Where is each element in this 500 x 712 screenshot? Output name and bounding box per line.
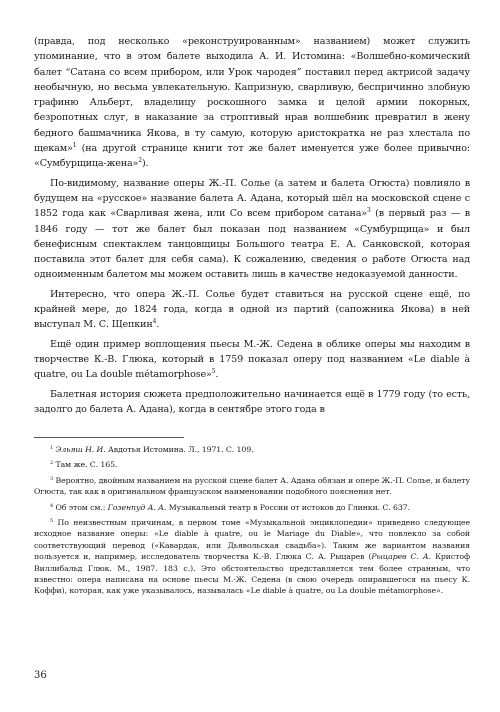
footnote-ref-1[interactable]: 1 [72,142,77,150]
footnote-ref-5[interactable]: 5 [211,368,216,376]
footnote-author: Гозенпуд А. А. [107,502,167,512]
footnote-4: $^4$ Об этом см.: Гозенпуд А. А. Музыкальный театр в России от истоков до Глинки. С. 637. [50,502,411,512]
footnote-3: $^3$ Вероятно, двойным названием на русской сцене балет А. Адана обязан и опере Ж.-П. Солье, и балету Огюста, так как в оригинальном французском наименовании подобного пояснения нет. [34,475,470,497]
paragraph-2: По-видимому, название оперы Ж.-П. Солье (а затем и балета Огюста) повлияло в будущем на «русское» название балета А. Адана, который шёл на московской сцене с 1852 года как «Сварливая жена, или Со всем прибором сатана»$^3$ (в первый раз — в 1846 году — тот же балет был показан под названием «Сумбурщица» и был бенефисным спектаклем танцовщицы Большого театра Е. А. Санковской, которая поставила этот балет для себя сама). К сожалению, сведения о работе Огюста над одноименным балетом мы можем оставить лишь в качестве недоказуемой данности. [34,177,470,281]
footnote-divider [34,437,184,438]
footnote-number: 2 [50,460,54,467]
page-number: 36 [34,670,47,681]
paragraph-1: (правда, под несколько «реконструированным» названием) может служить упоминание, что в этом балете выходила А. И. Истомина: «Волшебно-комический балет “Сатана со всем прибором, или Урок чародея” поставил перед актрисой задачу необычную, но весьма увлекательную. Капризную, сварливую, беспричинно злобную графиню Альберт, владелицу роскошного замка и целой армии покорных, безропотных слуг, в наказание за строптивый нрав волшебник превратил в жену бедного башмачника Якова, в ту самую, которую аристократка не раз хлестала по щекам»$^1$ (на другой странице книги тот же балет именуется уже более привычно: «Сумбурщица-жена»$^2$). [34,36,470,170]
footnote-5: $^5$ По неизвестным причинам, в первом томе «Музыкальной энциклопедии» приведено следующее исходное название оперы: «Le diable à quatre, ou le Mariage du Diable», что повлекло за собой соответствующий перевод («Кавардак, или Дьявольская свадьба»). Таким же вариантом названия пользуется и, например, исследователь творчества К.-В. Глюка С. А. Рыцарев (Рыцарев С. А. Кристоф Виллибальд Глюк. М., 1987. 183 с.). Это обстоятельство представляется тем более странным, что известно: опера написана на основе пьесы М.-Ж. Седена (в свою очередь опиравшегося на пьесу К. Коффи), которая, как уже указывалось, называлась «Le diable à quatre, ou La double métamorphose». [34,518,470,596]
footnote-author: Рыцарев С. А. [371,552,431,562]
footnote-number: 4 [50,502,54,509]
footnote-1: $^1$ Эльяш Н. И. Авдотья Истомина. Л., 1971. С. 109. [50,445,254,454]
footnotes [34,444,470,597]
footnote-number: 3 [50,475,54,482]
footnote-ref-2[interactable]: 2 [138,157,142,165]
main-text [34,34,470,417]
paragraph-4: Ещё один пример воплощения пьесы М.-Ж. Седена в облике оперы мы находим в творчестве К.-В. Глюка, который в 1759 показал оперу под названием «Le diable à quatre, ou La double métamorphose»$^5$. [34,338,470,381]
footnote-number: 5 [50,518,54,525]
footnote-author: Эльяш Н. И. [55,445,106,454]
footnote-2: $^2$ Там же. С. 165. [50,460,118,470]
book-page [34,34,470,704]
footnote-ref-4[interactable]: 4 [152,318,157,326]
footnote-ref-3[interactable]: 3 [367,207,371,215]
paragraph-5: Балетная история сюжета предположительно начинается ещё в 1779 году (то есть, задолго до балета А. Адана), когда в сентябре этого года в [34,388,470,415]
paragraph-3: Интересно, что опера Ж.-П. Солье будет ставиться на русской сцене ещё, по крайней мере, до 1824 года, когда в одной из партий (сапожника Якова) в ней выступал М. С. Щепкин$^4$. [34,288,470,331]
footnote-number: 1 [50,445,54,451]
